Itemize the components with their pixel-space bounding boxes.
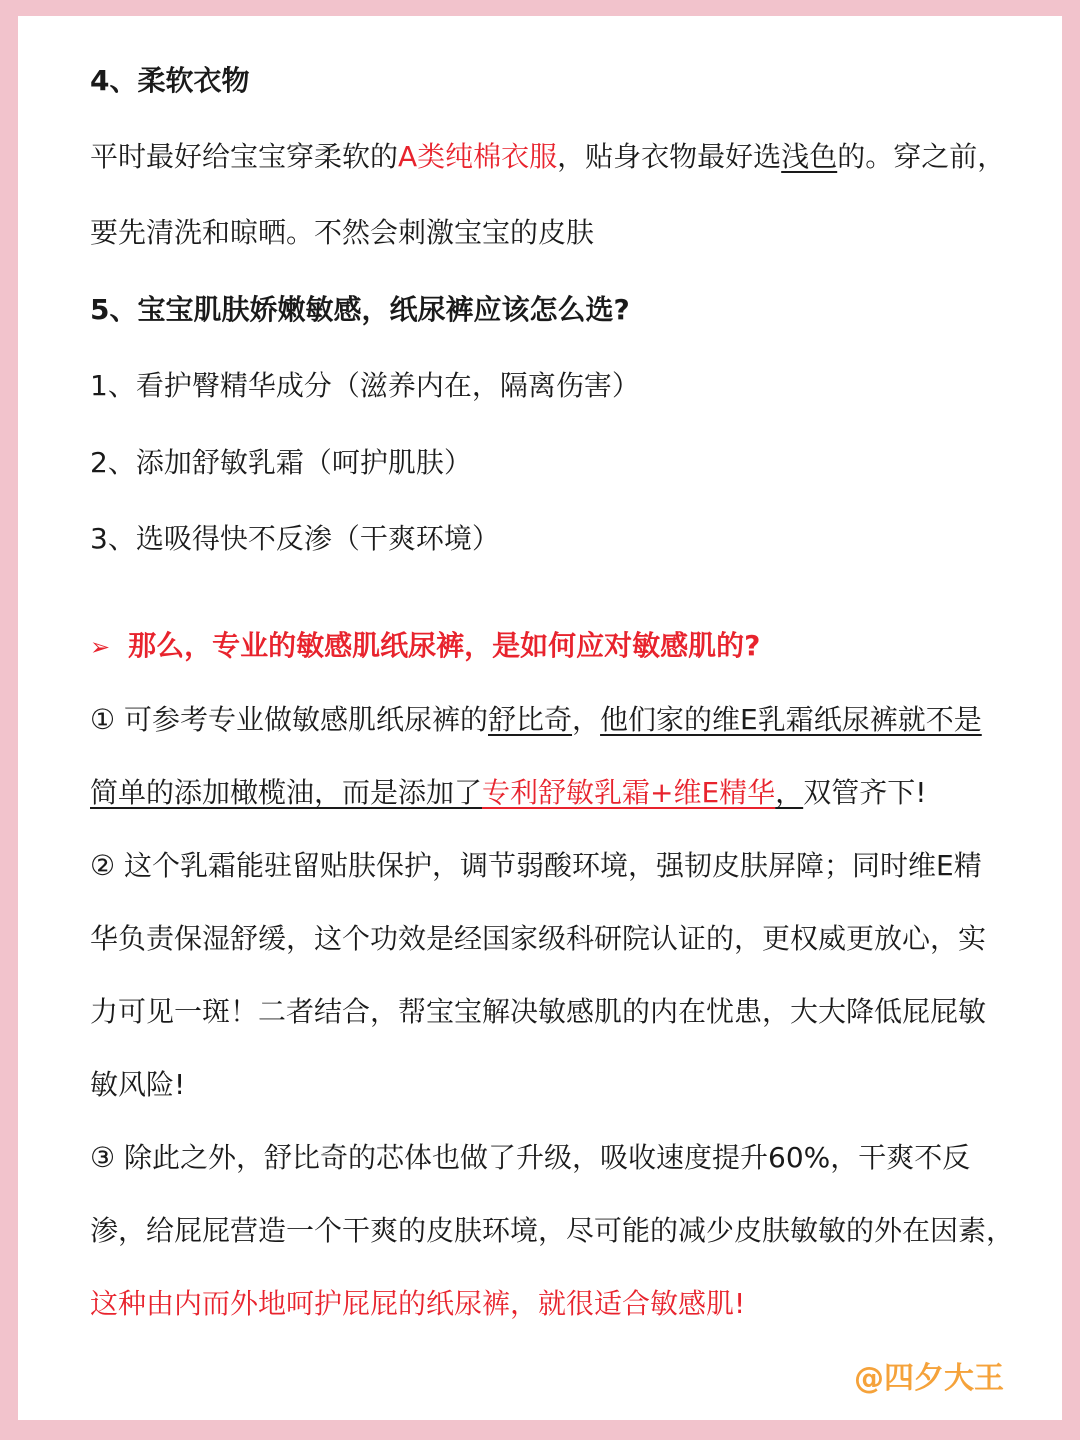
paragraph-2-line: 敏风险! xyxy=(90,1068,186,1101)
underline-light-color: 浅色 xyxy=(781,140,838,173)
paragraph-2-line: ② 这个乳霜能驻留贴肤保护，调节弱酸环境，强韧皮肤屏障；同时维E精 xyxy=(90,849,982,882)
arrow-bullet-icon: ➢ xyxy=(90,633,111,661)
document-page xyxy=(18,16,1062,1420)
section-4-heading: 4、柔软衣物 xyxy=(90,64,250,97)
list-item: 3、选吸得快不反渗（干爽环境） xyxy=(90,522,500,555)
underline-brand: 舒比奇 xyxy=(488,703,573,736)
text: ，贴身衣物最好选 xyxy=(557,140,782,173)
paragraph-2-line: 华负责保湿舒缓，这个功效是经国家级科研院认证的，更权威更放心，实 xyxy=(90,922,987,955)
section-4-paragraph-line-2: 要先清洗和晾晒。不然会刺激宝宝的皮肤 xyxy=(90,216,595,249)
highlight-cotton-clothes: A类纯棉衣服 xyxy=(398,140,558,173)
text: ， xyxy=(572,703,601,736)
callout-text: 那么，专业的敏感肌纸尿裤，是如何应对敏感肌的? xyxy=(128,629,761,662)
underline-comma: ， xyxy=(775,776,804,809)
paragraph-3-highlight-line: 这种由内而外地呵护屁屁的纸尿裤，就很适合敏感肌! xyxy=(90,1287,746,1320)
highlight-patent-cream: 专利舒敏乳霜+维E精华 xyxy=(482,776,776,809)
list-item: 1、看护臀精华成分（滋养内在，隔离伤害） xyxy=(90,369,640,402)
text: 双管齐下! xyxy=(803,776,927,809)
text: 平时最好给宝宝穿柔软的 xyxy=(90,140,399,173)
text: ① 可参考专业做敏感肌纸尿裤的 xyxy=(90,703,489,736)
underline-product: 他们家的维E乳霜纸尿裤就不是 xyxy=(600,703,982,736)
author-watermark: @四夕大王 xyxy=(854,1361,1004,1396)
paragraph-3-line: 渗，给屁屁营造一个干爽的皮肤环境，尽可能的减少皮肤敏敏的外在因素， xyxy=(90,1214,1015,1247)
paragraph-1-line-1 xyxy=(90,700,982,740)
paragraph-3-line: ③ 除此之外，舒比奇的芯体也做了升级，吸收速度提升60%，干爽不反 xyxy=(90,1141,971,1174)
callout-heading xyxy=(90,626,760,667)
section-4-paragraph-line-1 xyxy=(90,137,1005,177)
paragraph-1-line-2 xyxy=(90,773,926,813)
underline-text: 简单的添加橄榄油，而是添加了 xyxy=(90,776,483,809)
paragraph-2-line: 力可见一斑！二者结合，帮宝宝解决敏感肌的内在忧患，大大降低屁屁敏 xyxy=(90,995,987,1028)
text: 的。穿之前， xyxy=(837,140,1006,173)
list-item: 2、添加舒敏乳霜（呵护肌肤） xyxy=(90,446,472,479)
section-5-heading: 5、宝宝肌肤娇嫩敏感，纸尿裤应该怎么选? xyxy=(90,293,630,326)
